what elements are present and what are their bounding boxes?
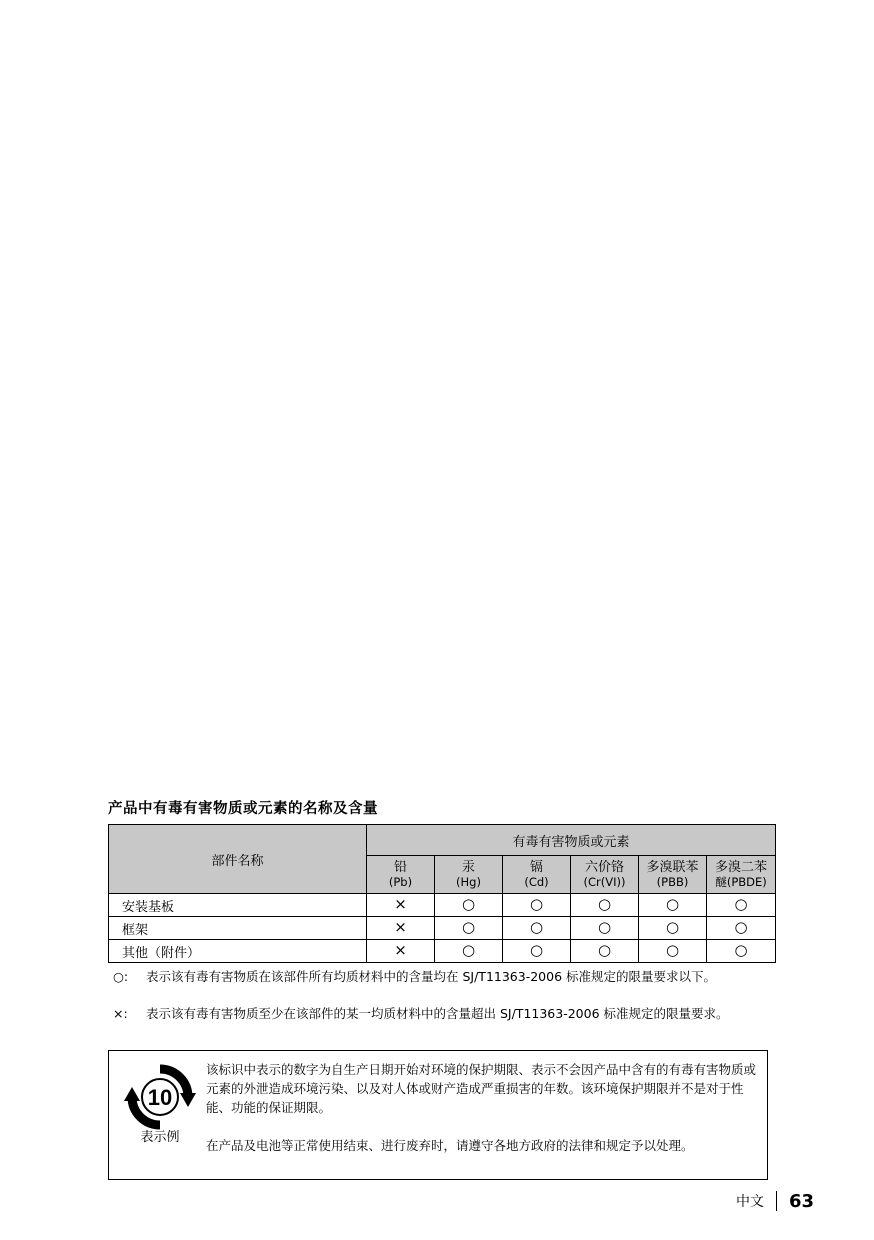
footer-divider (776, 1191, 777, 1211)
substance-header: 多溴二苯 醚(PBDE) (707, 856, 776, 894)
table-row (109, 917, 776, 940)
substance-header: 铅 (Pb) (367, 856, 435, 894)
substance-header: 汞 (Hg) (435, 856, 503, 894)
substance-header: 六价铬 (Cr(VI)) (571, 856, 639, 894)
label-paragraph: 该标识中表示的数字为自生产日期开始对环境的保护期限、表示不会因产品中含有的有毒有害物质或元素的外泄造成环境污染、以及对人体或财产造成严重损害的年数。该环境保护期限并不是对于性能、功能的保证期限。 (206, 1062, 757, 1115)
substance-header: 镉 (Cd) (503, 856, 571, 894)
table-row (109, 894, 776, 917)
page-footer (736, 1189, 814, 1213)
recycle-period-icon (124, 1061, 196, 1133)
mark-cell: ○ (639, 894, 707, 917)
mark-cell: ○ (503, 917, 571, 940)
page-number: 63 (788, 1190, 814, 1212)
hazardous-substances-table (108, 824, 776, 963)
mark-cell: × (367, 917, 435, 940)
mark-cell: ○ (503, 894, 571, 917)
environmental-label-box (108, 1050, 768, 1180)
label-description (206, 1060, 761, 1155)
section-title: 产品中有毒有害物质或元素的名称及含量 (108, 801, 378, 817)
table-row (109, 940, 776, 963)
substance-header: 多溴联苯 (PBB) (639, 856, 707, 894)
mark-cell: ○ (639, 917, 707, 940)
logo-number: 10 (147, 1085, 173, 1110)
note-symbol: ×: (113, 1006, 128, 1021)
mark-cell: ○ (707, 940, 776, 963)
mark-cell: ○ (435, 917, 503, 940)
mark-cell: ○ (571, 917, 639, 940)
mark-cell: ○ (503, 940, 571, 963)
part-name-cell: 安装基板 (109, 894, 367, 917)
mark-cell: ○ (707, 894, 776, 917)
footer-language: 中文 (735, 1194, 764, 1210)
mark-cell: ○ (571, 894, 639, 917)
note-text: 表示该有毒有害物质在该部件所有均质材料中的含量均在 SJ/T11363-2006 标准规定的限量要求以下。 (146, 969, 717, 984)
mark-cell: ○ (435, 894, 503, 917)
mark-cell: × (367, 940, 435, 963)
logo-caption: 表示例 (140, 1130, 180, 1145)
mark-cell: ○ (571, 940, 639, 963)
mark-cell: ○ (639, 940, 707, 963)
note-text: 表示该有毒有害物质至少在该部件的某一均质材料中的含量超出 SJ/T11363-2006 标准规定的限量要求。 (146, 1006, 729, 1021)
substance-group-header: 有毒有害物质或元素 (367, 825, 776, 856)
part-name-header: 部件名称 (109, 825, 367, 894)
mark-cell: ○ (707, 917, 776, 940)
part-name-cell: 其他（附件） (109, 940, 367, 963)
part-name-cell: 框架 (109, 917, 367, 940)
label-paragraph: 在产品及电池等正常使用结束、进行废弃时，请遵守各地方政府的法律和规定予以处理。 (206, 1138, 694, 1153)
note-symbol: ○: (113, 969, 129, 984)
mark-cell: ○ (435, 940, 503, 963)
mark-cell: × (367, 894, 435, 917)
